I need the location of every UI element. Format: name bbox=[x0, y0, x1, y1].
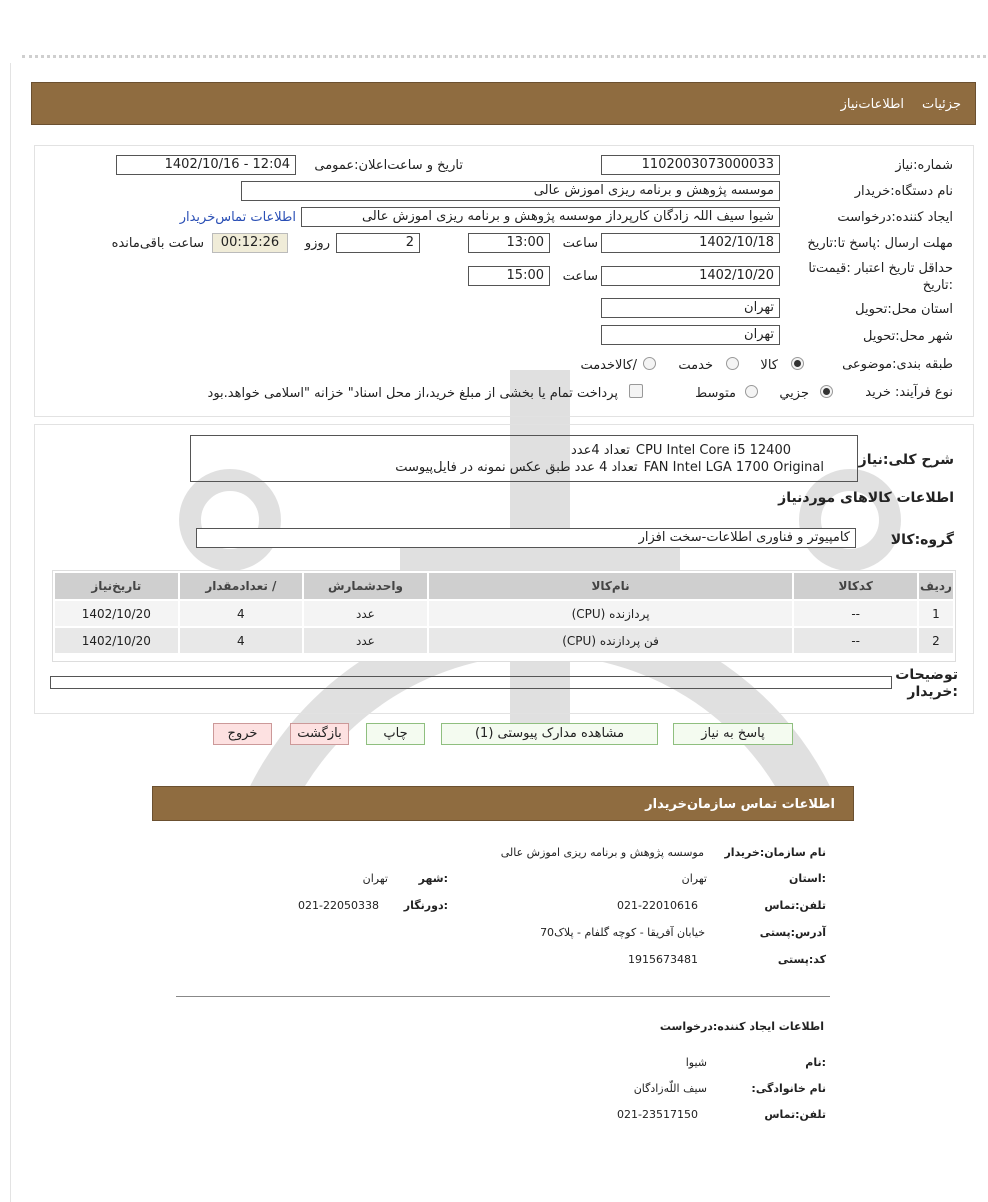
cell-date: 1402/10/20 bbox=[55, 628, 178, 653]
deadline-label: مهلت ارسال :پاسخ تا:تاریخ bbox=[807, 236, 953, 251]
contact-phone-value: 021-22010616 bbox=[617, 899, 698, 912]
category-goods-service-radio[interactable] bbox=[643, 357, 656, 370]
buyer-contact-title: اطلاعات تماس سازمان‌خریدار bbox=[645, 797, 835, 812]
need-number-field: 1102003073000033 bbox=[601, 155, 780, 175]
summary-line2-rtl: تعداد 4 عدد طبق عکس نمونه در فایل‌پیوست bbox=[395, 460, 638, 475]
goods-info-title: اطلاعات کالاهای مورد‌نیاز bbox=[778, 490, 954, 506]
treasury-payment-checkbox[interactable] bbox=[629, 384, 643, 398]
print-button[interactable]: چاپ bbox=[366, 723, 425, 745]
cell-code: -- bbox=[794, 628, 917, 653]
attachments-button[interactable]: مشاهده مدارک پیوستی (1) bbox=[441, 723, 658, 745]
contact-postal-label: کد:پستی bbox=[777, 953, 826, 966]
city-label: شهر محل:تحویل bbox=[863, 329, 953, 344]
contact-province-value: تهران bbox=[681, 872, 707, 885]
table-row bbox=[55, 628, 953, 653]
contact-phone-label: تلفن:تماس bbox=[764, 899, 826, 912]
col-date: تاریخ‌نیاز bbox=[55, 573, 178, 599]
remaining-timer: 00:12:26 bbox=[212, 233, 288, 253]
creator-field: شیوا سیف اللہ زادگان کارپرداز موسسه پژوهش و برنامه ریزی اموزش عالی bbox=[301, 207, 780, 227]
creator-phone-value: 021-23517150 bbox=[617, 1108, 698, 1121]
reply-button[interactable]: پاسخ به نیاز bbox=[673, 723, 793, 745]
contact-fax-value: 021-22050338 bbox=[298, 899, 379, 912]
contact-org-label: نام سازمان:خریدار bbox=[724, 846, 826, 859]
process-medium-radio[interactable] bbox=[745, 385, 758, 398]
contact-city-label: :شهر bbox=[418, 872, 448, 885]
cell-name: فن پردازنده (CPU) bbox=[429, 628, 793, 653]
process-partial-label: جزیي bbox=[779, 386, 809, 401]
creator-phone-label: تلفن:تماس bbox=[764, 1108, 826, 1121]
validity-label: حداقل تاریخ اعتبار :قیمت‌تا :تاریخ bbox=[808, 261, 953, 293]
category-goods-label: کالا bbox=[760, 358, 778, 373]
col-code: کدکالا bbox=[794, 573, 917, 599]
province-label: استان محل:تحویل bbox=[855, 302, 953, 317]
contact-province-label: :استان bbox=[789, 872, 826, 885]
cell-qty: 4 bbox=[180, 601, 303, 626]
announce-label: تاریخ و ساعت‌اعلان:عمومی bbox=[314, 158, 463, 173]
need-number-label: شماره:نیاز bbox=[895, 158, 953, 173]
category-service-radio[interactable] bbox=[726, 357, 739, 370]
creator-info-title: اطلاعات ایجاد کننده:درخواست bbox=[659, 1020, 824, 1033]
contact-org-value: موسسه پژوهش و برنامه ریزی اموزش عالی bbox=[500, 846, 704, 859]
cell-date: 1402/10/20 bbox=[55, 601, 178, 626]
creator-name-label: :نام bbox=[805, 1056, 826, 1069]
goods-group-field: کامپیوتر و فناوری اطلاعات-سخت افزار bbox=[196, 528, 856, 548]
contact-separator bbox=[176, 996, 830, 997]
category-goods-radio[interactable] bbox=[791, 357, 804, 370]
deadline-time-label: ساعت bbox=[562, 236, 598, 251]
contact-fax-label: :دورنگار bbox=[403, 899, 448, 912]
goods-group-label: گروه:کالا bbox=[890, 532, 954, 548]
process-label: نوع فرآیند: خرید bbox=[865, 385, 953, 400]
deadline-time-field: 13:00 bbox=[468, 233, 550, 253]
summary-line2-ltr: FAN Intel LGA 1700 Original bbox=[643, 460, 824, 475]
validity-date-field: 1402/10/20 bbox=[601, 266, 780, 286]
buyer-contact-header bbox=[152, 786, 854, 821]
back-button[interactable]: بازگشت bbox=[290, 723, 349, 745]
contact-address-label: آدرس:پستی bbox=[759, 926, 826, 939]
exit-button[interactable]: خروج bbox=[213, 723, 272, 745]
cell-row: 2 bbox=[919, 628, 953, 653]
creator-name-value: شیوا bbox=[685, 1056, 707, 1069]
contact-address-value: خیابان آفریقا - کوچه گلفام - پلاک70 bbox=[540, 926, 705, 939]
cell-qty: 4 bbox=[180, 628, 303, 653]
col-name: نام‌کالا bbox=[429, 573, 793, 599]
validity-time-field: 15:00 bbox=[468, 266, 550, 286]
goods-table bbox=[53, 571, 955, 655]
cell-code: -- bbox=[794, 601, 917, 626]
breadcrumb-need-info[interactable]: اطلاعات‌نیاز bbox=[840, 97, 905, 112]
creator-family-value: سیف اللّه‌زادگان bbox=[633, 1082, 707, 1095]
left-border-line bbox=[10, 63, 11, 1202]
buyer-org-label: نام دستگاه:خریدار bbox=[854, 184, 953, 199]
summary-label: شرح کلی:نیاز bbox=[858, 452, 954, 468]
province-field: تهران bbox=[601, 298, 780, 318]
announce-field: 1402/10/16 - 12:04 bbox=[116, 155, 296, 175]
cell-unit: عدد bbox=[304, 601, 427, 626]
cell-row: 1 bbox=[919, 601, 953, 626]
contact-postal-value: 1915673481 bbox=[628, 953, 698, 966]
table-row bbox=[55, 601, 953, 626]
breadcrumb-details[interactable]: جزئیات bbox=[922, 97, 961, 112]
col-qty: / تعدادمقدار bbox=[180, 573, 303, 599]
buyer-notes-label: توضیحات :خریدار bbox=[895, 667, 958, 700]
summary-box bbox=[190, 435, 858, 482]
buyer-org-field: موسسه پژوهش و برنامه ریزی اموزش عالی bbox=[241, 181, 780, 201]
buyer-notes-field[interactable] bbox=[50, 676, 892, 689]
top-dotted-divider bbox=[22, 55, 986, 58]
remaining-label: ساعت باقی‌مانده bbox=[111, 236, 204, 251]
validity-time-label: ساعت bbox=[562, 269, 598, 284]
days-field: 2 bbox=[336, 233, 420, 253]
col-unit: واحدشمارش bbox=[304, 573, 427, 599]
creator-family-label: نام خانوادگی: bbox=[751, 1082, 826, 1095]
category-label: طبقه بندی:موضوعی bbox=[842, 357, 953, 372]
buyer-contact-link[interactable]: اطلاعات تماس‌خریدار bbox=[179, 210, 296, 225]
deadline-date-field: 1402/10/18 bbox=[601, 233, 780, 253]
process-medium-label: متوسط bbox=[695, 386, 736, 401]
summary-line1-rtl: تعداد 4عدد bbox=[571, 443, 630, 458]
days-label: روزو bbox=[304, 236, 330, 251]
col-row: ردیف bbox=[919, 573, 953, 599]
process-partial-radio[interactable] bbox=[820, 385, 833, 398]
treasury-payment-note: پرداخت تمام یا بخشی از مبلغ خرید،از محل اسناد" خزانه "اسلامی خواهد.بود bbox=[207, 386, 618, 401]
goods-table-frame bbox=[52, 570, 956, 662]
creator-label: ایجاد کننده:درخواست bbox=[837, 210, 953, 225]
contact-city-value: تهران bbox=[362, 872, 388, 885]
category-goods-service-label: /کالاخدمت bbox=[580, 358, 637, 373]
city-field: تهران bbox=[601, 325, 780, 345]
cell-name: پردازنده (CPU) bbox=[429, 601, 793, 626]
need-info-header bbox=[31, 82, 976, 125]
summary-line1-ltr: CPU Intel Core i5 12400 bbox=[635, 443, 791, 458]
category-service-label: خدمت bbox=[678, 358, 713, 373]
cell-unit: عدد bbox=[304, 628, 427, 653]
